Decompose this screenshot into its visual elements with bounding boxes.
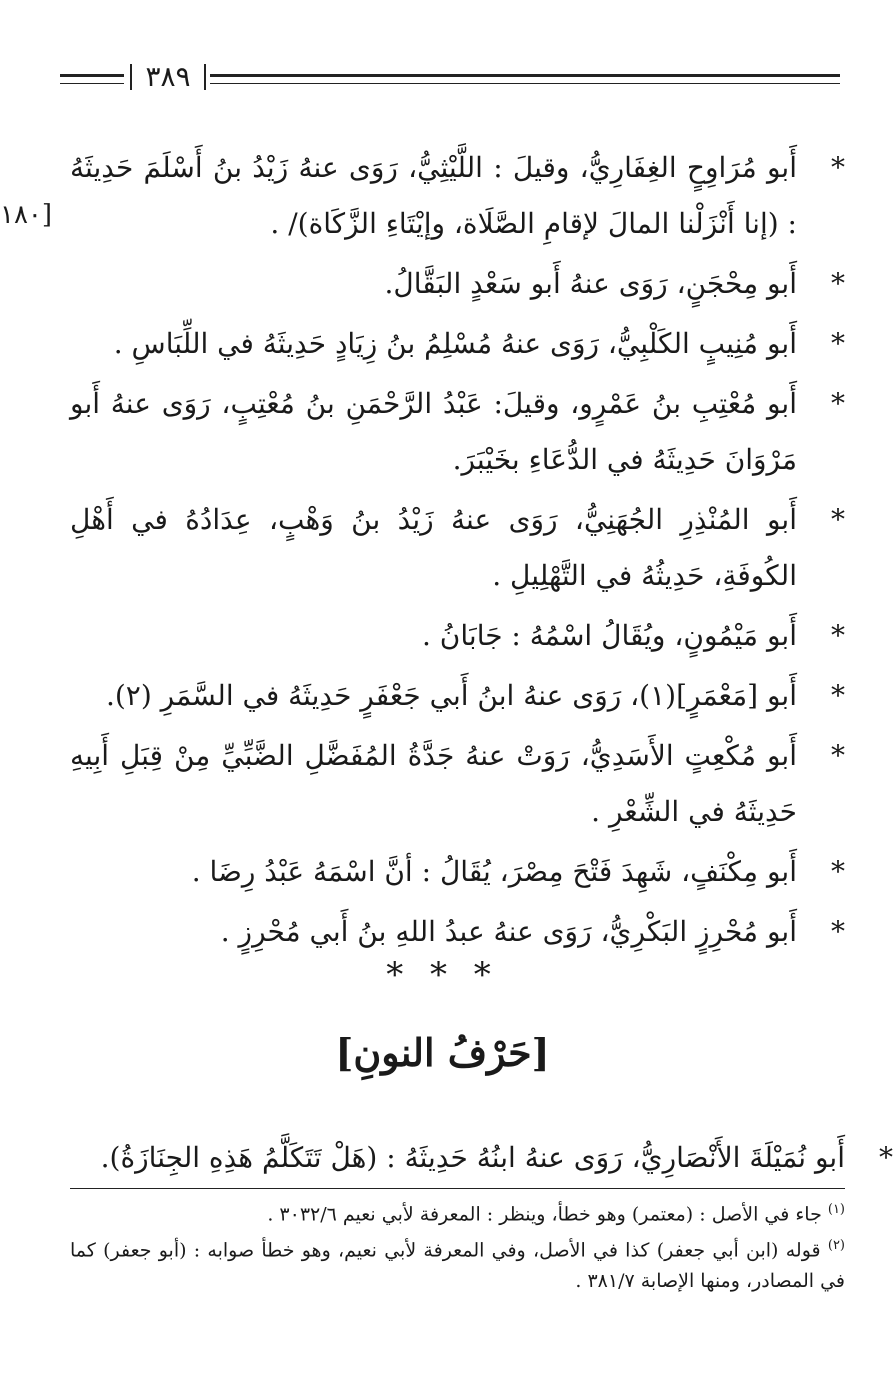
header-rule-left: [60, 74, 124, 84]
entry-text: أَبو نُمَيْلَةَ الأَنْصَارِيُّ، رَوَى عنهُ ابنُهُ حَدِيثَهُ : (هَلْ تَتَكَلَّمُ هَذِهِ الجِنَازَةُ).: [100, 1141, 845, 1174]
margin-folio-note: [١٨٠: [0, 200, 53, 230]
asterisk-icon: *: [831, 503, 845, 536]
asterisk-icon: *: [831, 387, 845, 420]
list-item: [70, 140, 845, 252]
asterisk-icon: *: [831, 619, 845, 652]
list-item: [70, 316, 845, 372]
entry-text: أَبو مِحْجَنٍ، رَوَى عنهُ أَبو سَعْدٍ البَقَّالُ.: [384, 267, 797, 300]
entry-text: أَبو [مَعْمَرٍ](١)، رَوَى عنهُ ابنُ أَبي جَعْفَرٍ حَدِيثَهُ في السَّمَرِ (٢).: [105, 679, 797, 712]
footnote-separator: [70, 1188, 845, 1189]
page-number: ٣٨٩: [145, 60, 191, 93]
section-divider: * * *: [386, 955, 499, 995]
asterisk-icon: *: [831, 267, 845, 300]
page-header: [60, 60, 840, 100]
entry-text: أَبو مُرَاوِحٍ الغِفَارِيُّ، وقيلَ : اللَّيْثِيُّ، رَوَى عنهُ زَيْدُ بنُ أَسْلَمَ حَدِيثَهُ : (إنا أَنْزَلْنا المالَ لإقامِ الصَّلَاة، وإيْتَاءِ الزَّكَاة)/ .: [70, 151, 797, 240]
asterisk-icon: *: [879, 1141, 893, 1174]
asterisk-icon: *: [831, 151, 845, 184]
footnote-text: قوله (ابن أبي جعفر) كذا في الأصل، وفي المعرفة لأبي نعيم، وهو خطأ صوابه : (أبو جعفر) كما في المصادر، ومنها الإصابة ٣٨١/٧ .: [70, 1239, 845, 1292]
footnote: [70, 1231, 845, 1295]
footnote-marker: (٢): [827, 1238, 845, 1254]
asterisk-icon: *: [831, 327, 845, 360]
list-item: [70, 608, 845, 664]
header-rule-right: [210, 74, 840, 84]
list-item: [70, 844, 845, 900]
list-item: [70, 668, 845, 724]
header-divider-tick: [204, 64, 206, 90]
list-item: [70, 728, 845, 840]
list-item: [70, 376, 845, 488]
entry-text: أَبو مَيْمُونٍ، ويُقَالُ اسْمُهُ : جَابَانُ .: [422, 619, 797, 652]
asterisk-icon: *: [831, 855, 845, 888]
entry-text: أَبو مُحْرِزٍ البَكْرِيُّ، رَوَى عنهُ عبدُ اللهِ بنُ أَبي مُحْرِزٍ .: [220, 915, 797, 948]
entry-text: أَبو مُكْعِتٍ الأَسَدِيُّ، رَوَتْ عنهُ جَدَّةُ المُفَضَّلِ الضَّبِّيِّ مِنْ قِبَلِ أَبِيهِ حَدِيثَهُ في الشِّعْرِ .: [70, 739, 797, 828]
list-item: [70, 256, 845, 312]
header-divider-tick: [130, 64, 132, 90]
footnote-text: جاء في الأصل : (معتمر) وهو خطأ، وينظر : المعرفة لأبي نعيم ٣٠٣٢/٦ .: [267, 1203, 822, 1226]
entry-list: [70, 140, 845, 964]
list-item: [70, 904, 845, 960]
entry-text: أَبو مِكْنَفٍ، شَهِدَ فَتْحَ مِصْرَ، يُقَالُ : أنَّ اسْمَهُ عَبْدُ رِضَا .: [191, 855, 797, 888]
entry-text: أَبو المُنْذِرِ الجُهَنِيُّ، رَوَى عنهُ زَيْدُ بنُ وَهْبٍ، عِدَادُهُ في أَهْلِ الكُوفَةِ، حَدِيثُهُ في التَّهْلِيلِ .: [70, 503, 797, 592]
section-heading: [حَرْفُ النونِ]: [335, 1030, 550, 1075]
footnote-list: [70, 1195, 845, 1298]
asterisk-icon: *: [831, 915, 845, 948]
footnote: [70, 1195, 845, 1229]
asterisk-icon: *: [831, 739, 845, 772]
list-item: [70, 492, 845, 604]
footnote-marker: (١): [827, 1202, 845, 1217]
list-item: [70, 1130, 893, 1186]
entry-text: أَبو مُنِيبٍ الكَلْبِيُّ، رَوَى عنهُ مُسْلِمُ بنُ زِيَادٍ حَدِيثَهُ في اللِّبَاسِ .: [113, 327, 797, 360]
asterisk-icon: *: [831, 679, 845, 712]
entry-text: أَبو مُعْتِبِ بنُ عَمْرٍو، وقيلَ: عَبْدُ الرَّحْمَنِ بنُ مُعْتِبٍ، رَوَى عنهُ أَبو مَرْوَانَ حَدِيثَهُ في الدُّعَاءِ بخَيْبَرَ.: [70, 387, 797, 476]
